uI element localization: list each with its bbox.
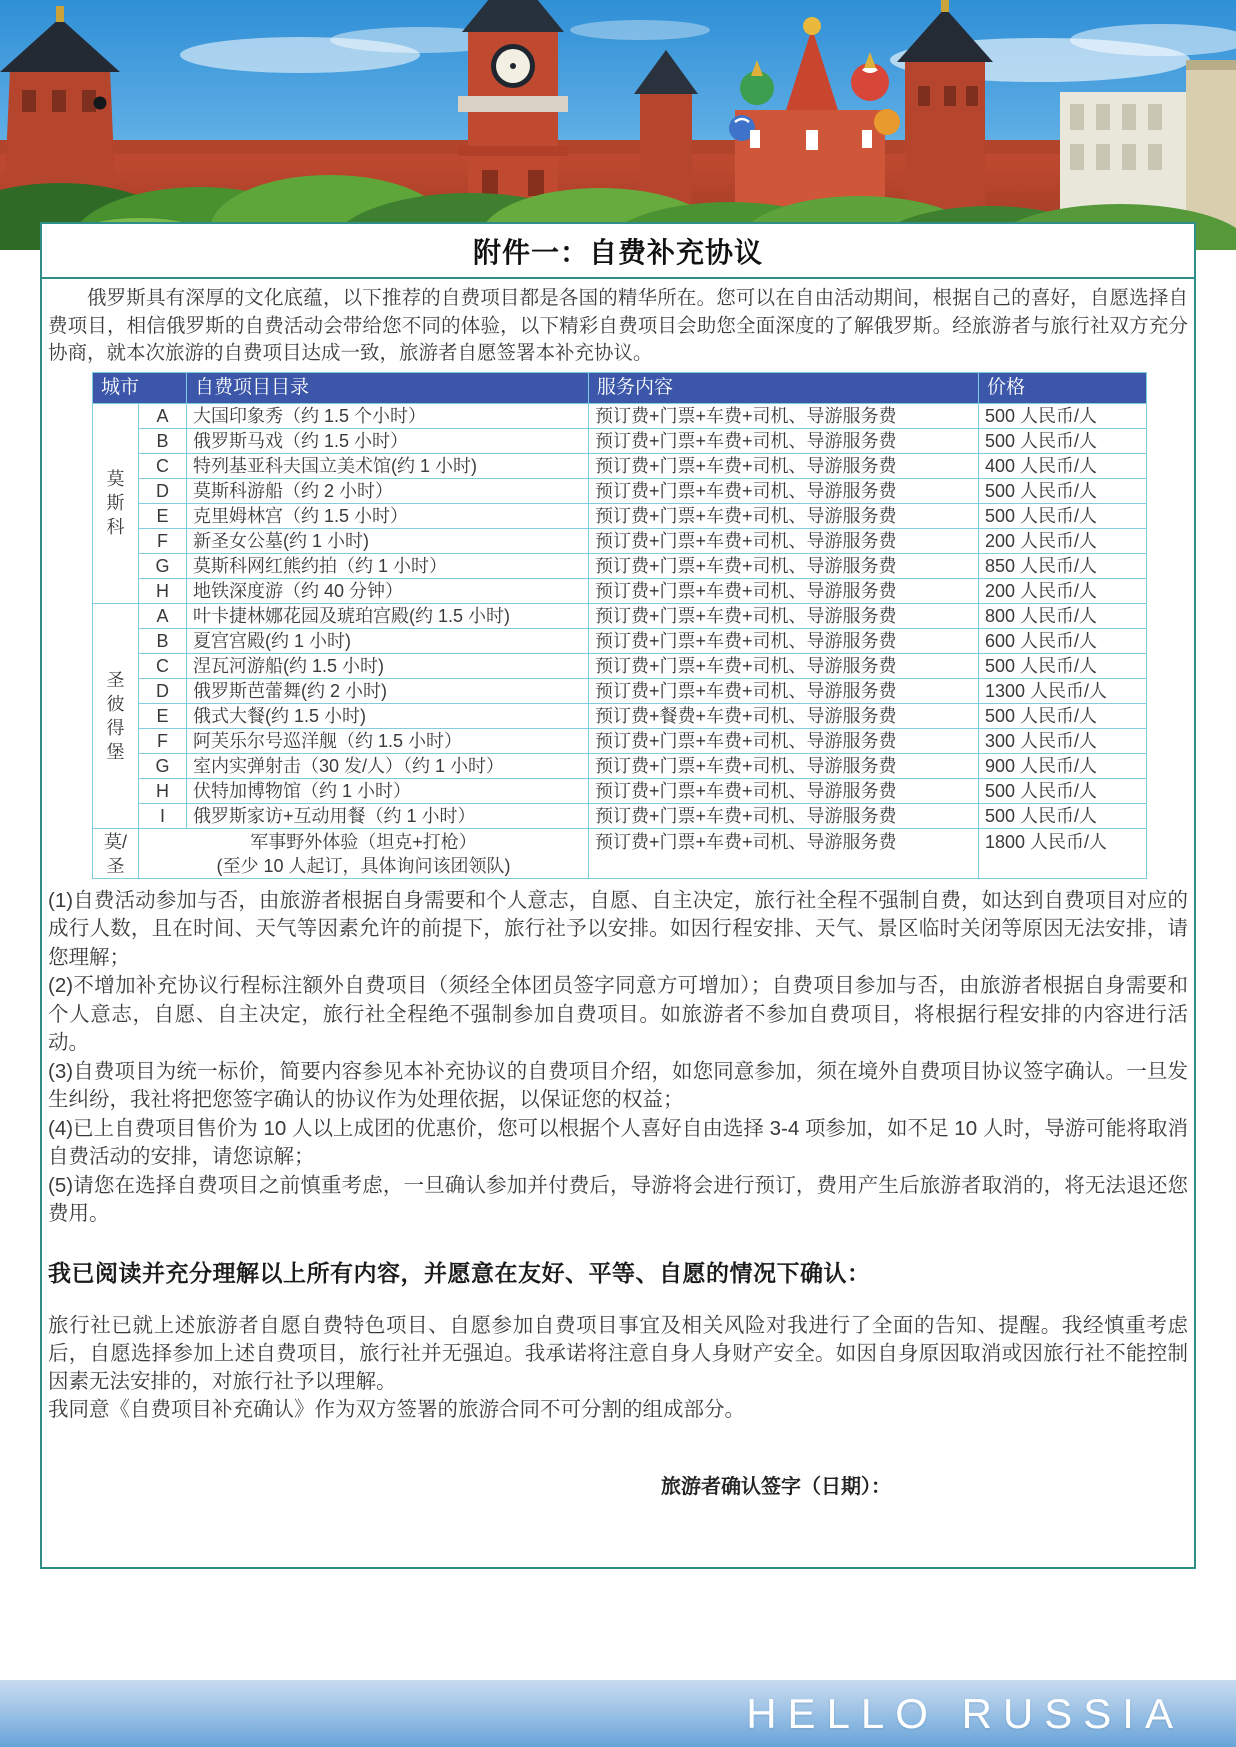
kremlin-photo-illustration [0,0,1236,250]
service-cell: 预订费+门票+车费+司机、导游服务费 [589,553,979,578]
item-letter-cell: H [139,578,187,603]
confirmation-heading: 我已阅读并充分理解以上所有内容，并愿意在友好、平等、自愿的情况下确认： [48,1260,871,1286]
table-row [93,728,1147,753]
term-paragraph: (5)请您在选择自费项目之前慎重考虑，一旦确认参加并付费后，导游将会进行预订，费用产生后旅游者取消的，将无法退还您费用。 [48,1173,1188,1225]
table-row [93,428,1147,453]
footer-band [0,1680,1236,1747]
price-cell: 300 人民币/人 [979,728,1147,753]
item-letter-cell: C [139,453,187,478]
table-row [93,528,1147,553]
service-cell: 预订费+门票+车费+司机、导游服务费 [589,478,979,503]
column-header-city: 城市 [93,372,187,403]
price-cell: 500 人民币/人 [979,428,1147,453]
brand-wordmark: HELLO RUSSIA [746,1689,1184,1737]
price-cell: 500 人民币/人 [979,803,1147,828]
price-cell: 400 人民币/人 [979,453,1147,478]
table-row [93,553,1147,578]
price-cell: 1800 人民币/人 [979,828,1147,878]
item-letter-cell: G [139,553,187,578]
price-cell: 800 人民币/人 [979,603,1147,628]
bottom-whitespace [0,1569,1236,1680]
column-header-service: 服务内容 [589,372,979,403]
term-paragraph: (3)自费项目为统一标价，简要内容参见本补充协议的自费项目介绍，如您同意参加，须在境外自费项目协议签字确认。一旦发生纠纷，我社将把您签字确认的协议作为处理依据，以保证您的权益； [48,1059,1188,1111]
item-name-cell: 涅瓦河游船(约 1.5 小时) [187,653,589,678]
service-cell: 预订费+门票+车费+司机、导游服务费 [589,753,979,778]
table-row [93,653,1147,678]
table-row [93,803,1147,828]
item-letter-cell: A [139,603,187,628]
table-row [93,678,1147,703]
item-name-cell: 克里姆林宫（约 1.5 小时） [187,503,589,528]
table-row [93,828,1147,878]
city-cell: 莫/ 圣 [93,828,139,878]
service-cell: 预订费+餐费+车费+司机、导游服务费 [589,703,979,728]
service-cell: 预订费+门票+车费+司机、导游服务费 [589,678,979,703]
item-letter-cell: H [139,778,187,803]
table-row [93,503,1147,528]
price-cell: 500 人民币/人 [979,478,1147,503]
table-row [93,478,1147,503]
item-name-cell: 叶卡捷林娜花园及琥珀宫殿(约 1.5 小时) [187,603,589,628]
item-name-cell: 室内实弹射击（30 发/人）（约 1 小时） [187,753,589,778]
item-name-cell: 阿芙乐尔号巡洋舰（约 1.5 小时） [187,728,589,753]
service-cell: 预订费+门票+车费+司机、导游服务费 [589,803,979,828]
term-paragraph: (4)已上自费项目售价为 10 人以上成团的优惠价，您可以根据个人喜好自由选择 3-4 项参加，如不足 10 人时，导游可能将取消自费活动的安排，请您谅解； [48,1116,1188,1168]
item-name-cell: 俄式大餐(约 1.5 小时) [187,703,589,728]
closing-paragraph: 旅行社已就上述旅游者自愿自费特色项目、自愿参加自费项目事宜及相关风险对我进行了全面的告知、提醒。我经慎重考虑后，自愿选择参加上述自费项目，旅行社并无强迫。我承诺将注意自身人身财产安全。如因自身原因取消或因旅行社不能控制因素无法安排的，对旅行社予以理解。 [48,1313,1188,1393]
item-letter-cell: D [139,478,187,503]
item-letter-cell: E [139,503,187,528]
table-row [93,453,1147,478]
column-header-items: 自费项目目录 [187,372,589,403]
item-name-cell: 地铁深度游（约 40 分钟） [187,578,589,603]
item-name-cell: 大国印象秀（约 1.5 个小时） [187,403,589,428]
item-name-cell: 夏宫宫殿(约 1 小时) [187,628,589,653]
price-cell: 500 人民币/人 [979,653,1147,678]
service-cell: 预订费+门票+车费+司机、导游服务费 [589,828,979,878]
intro-paragraph: 俄罗斯具有深厚的文化底蕴，以下推荐的自费项目都是各国的精华所在。您可以在自由活动期间，根据自己的喜好，自愿选择自费项目，相信俄罗斯的自费活动会带给您不同的体验，以下精彩自费项目会助您全面深度的了解俄罗斯。经旅游者与旅行社双方充分协商，就本次旅游的自费项目达成一致，旅游者自愿签署本补充协议。 [48,287,1188,364]
signature-row [48,1470,1188,1499]
service-cell: 预订费+门票+车费+司机、导游服务费 [589,728,979,753]
table-row [93,703,1147,728]
service-cell: 预订费+门票+车费+司机、导游服务费 [589,578,979,603]
column-header-price: 价格 [979,372,1147,403]
price-cell: 200 人民币/人 [979,528,1147,553]
price-cell: 900 人民币/人 [979,753,1147,778]
term-paragraph: (1)自费活动参加与否，由旅游者根据自身需要和个人意志，自愿、自主决定，旅行社全程不强制自费，如达到自费项目对应的成行人数，且在时间、天气等因素允许的前提下，旅行社予以安排。如因行程安排、天气、景区临时关闭等原因无法安排，请您理解； [48,888,1188,969]
item-letter-cell: A [139,403,187,428]
table-row [93,753,1147,778]
fees-table-body [93,403,1147,878]
city-cell: 莫 斯 科 [93,403,139,603]
service-cell: 预订费+门票+车费+司机、导游服务费 [589,603,979,628]
service-cell: 预订费+门票+车费+司机、导游服务费 [589,403,979,428]
kremlin-photo [0,0,1236,250]
closing-paragraphs [48,1312,1188,1424]
terms-list [48,887,1188,1229]
page-title: 附件一：自费补充协议 [42,224,1194,279]
table-row [93,778,1147,803]
price-cell: 500 人民币/人 [979,403,1147,428]
item-name-cell: 新圣女公墓(约 1 小时) [187,528,589,553]
item-name-cell: 伏特加博物馆（约 1 小时） [187,778,589,803]
item-letter-cell: I [139,803,187,828]
item-letter-cell: C [139,653,187,678]
item-name-cell: 俄罗斯马戏（约 1.5 小时） [187,428,589,453]
service-cell: 预订费+门票+车费+司机、导游服务费 [589,653,979,678]
item-letter-cell: D [139,678,187,703]
service-cell: 预订费+门票+车费+司机、导游服务费 [589,528,979,553]
self-paid-items-table [92,372,1147,879]
price-cell: 1300 人民币/人 [979,678,1147,703]
table-row [93,628,1147,653]
price-cell: 500 人民币/人 [979,778,1147,803]
agreement-document [40,222,1196,1569]
table-row [93,403,1147,428]
service-cell: 预订费+门票+车费+司机、导游服务费 [589,628,979,653]
item-letter-cell: F [139,728,187,753]
service-cell: 预订费+门票+车费+司机、导游服务费 [589,453,979,478]
table-row [93,603,1147,628]
item-name-cell: 俄罗斯家访+互动用餐（约 1 小时） [187,803,589,828]
table-row [93,578,1147,603]
price-cell: 200 人民币/人 [979,578,1147,603]
price-cell: 850 人民币/人 [979,553,1147,578]
item-name-cell: 俄罗斯芭蕾舞(约 2 小时) [187,678,589,703]
item-letter-cell: E [139,703,187,728]
item-name-cell: 莫斯科游船（约 2 小时） [187,478,589,503]
item-name-cell: 特列基亚科夫国立美术馆(约 1 小时) [187,453,589,478]
item-letter-cell: G [139,753,187,778]
price-cell: 600 人民币/人 [979,628,1147,653]
signature-label: 旅游者确认签字（日期）： [661,1475,891,1498]
service-cell: 预订费+门票+车费+司机、导游服务费 [589,778,979,803]
item-name-cell: 军事野外体验（坦克+打枪） (至少 10 人起订，具体询问该团领队) [139,828,589,878]
city-cell: 圣 彼 得 堡 [93,603,139,828]
price-cell: 500 人民币/人 [979,703,1147,728]
item-name-cell: 莫斯科网红熊约拍（约 1 小时） [187,553,589,578]
item-letter-cell: B [139,628,187,653]
service-cell: 预订费+门票+车费+司机、导游服务费 [589,503,979,528]
item-letter-cell: B [139,428,187,453]
term-paragraph: (2)不增加补充协议行程标注额外自费项目（须经全体团员签字同意方可增加）；自费项目参加与否，由旅游者根据自身需要和个人意志，自愿、自主决定，旅行社全程绝不强制参加自费项目。如旅游者不参加自费项目，将根据行程安排的内容进行活动。 [48,974,1188,1054]
closing-paragraph: 我同意《自费项目补充确认》作为双方签署的旅游合同不可分割的组成部分。 [48,1397,745,1421]
price-cell: 500 人民币/人 [979,503,1147,528]
service-cell: 预订费+门票+车费+司机、导游服务费 [589,428,979,453]
item-letter-cell: F [139,528,187,553]
table-header-row [93,372,1147,403]
